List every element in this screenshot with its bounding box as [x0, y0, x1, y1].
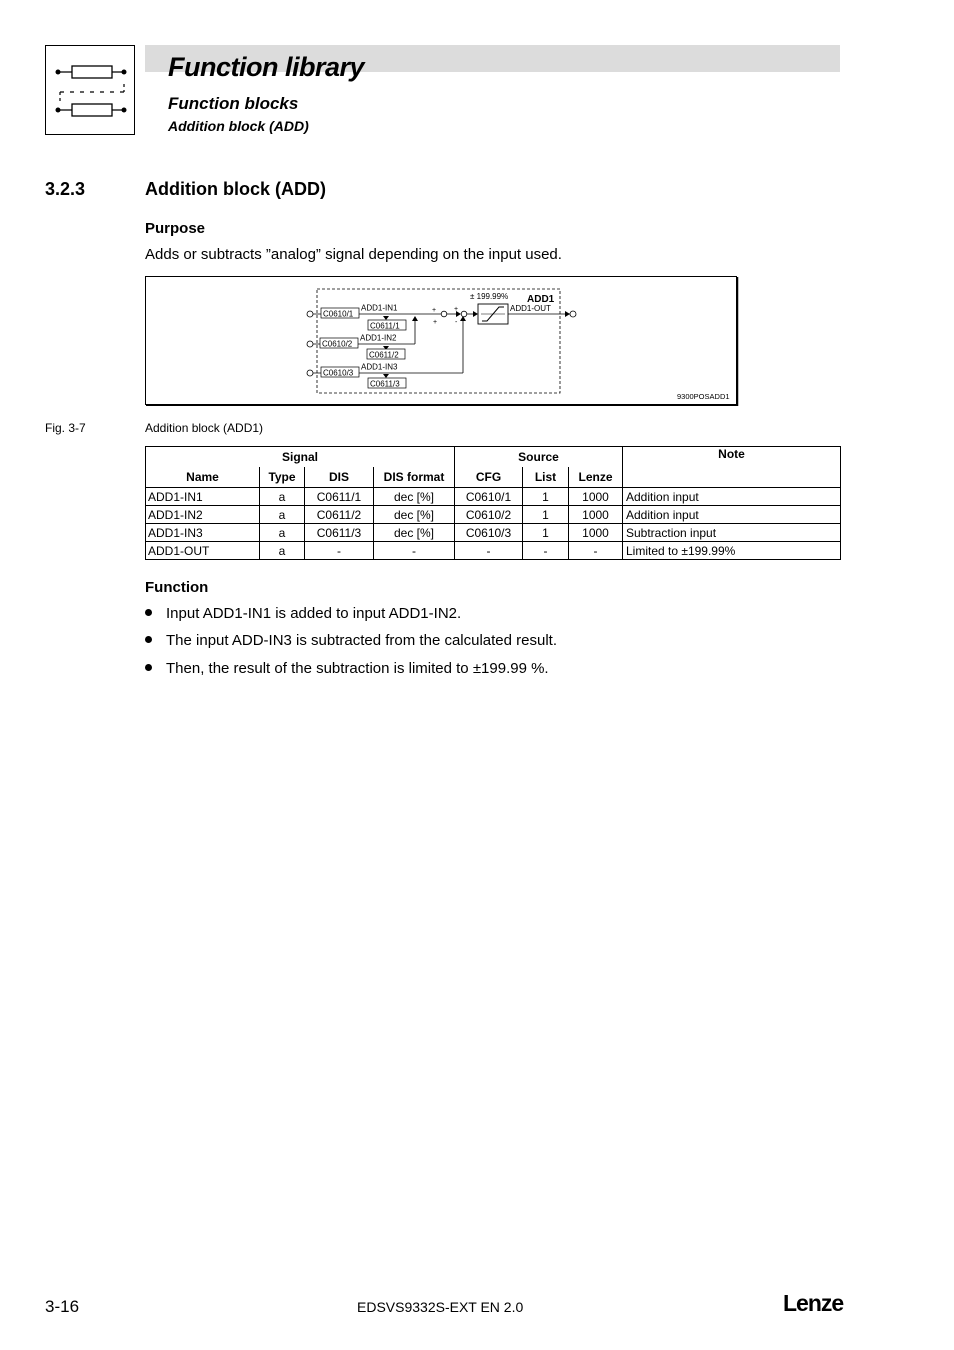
cell-note: Subtraction input [623, 524, 841, 542]
cell-dis: - [305, 542, 374, 560]
limit-label: ± 199.99% [470, 292, 509, 301]
add-block-diagram [145, 276, 739, 406]
input-2-dis: C0611/2 [369, 350, 399, 360]
cell-dis: C0611/1 [305, 488, 374, 506]
sum-node-2-sign-b: - [455, 319, 458, 326]
col-list: List [523, 467, 569, 488]
cell-cfg: C0610/2 [455, 506, 523, 524]
function-heading: Function [145, 579, 209, 596]
cell-dis-format: dec [%] [374, 524, 455, 542]
cell-lenze: 1000 [569, 488, 623, 506]
cell-lenze: - [569, 542, 623, 560]
cell-type: a [260, 506, 305, 524]
page-subtitle: Function blocks [168, 94, 299, 113]
cell-dis: C0611/3 [305, 524, 374, 542]
sum-node-1-sign-a: + [432, 307, 437, 314]
header-note: Note [623, 447, 841, 488]
page-number: 3-16 [45, 1297, 80, 1316]
cell-type: a [260, 542, 305, 560]
input-3-cfg: C0610/3 [323, 368, 354, 378]
page-title: Function library [168, 52, 365, 82]
document-id: EDSVS9332S-EXT EN 2.0 [357, 1299, 524, 1315]
cell-note: Limited to ±199.99% [623, 542, 841, 560]
cell-lenze: 1000 [569, 506, 623, 524]
cell-note: Addition input [623, 488, 841, 506]
cell-name: ADD1-IN1 [146, 488, 260, 506]
input-3-name: ADD1-IN3 [361, 362, 398, 372]
col-dis: DIS [305, 467, 374, 488]
cell-lenze: 1000 [569, 524, 623, 542]
cell-cfg: C0610/3 [455, 524, 523, 542]
input-2-name: ADD1-IN2 [360, 333, 397, 343]
bullet-icon [145, 664, 152, 671]
table-row [146, 524, 841, 542]
cell-list: 1 [523, 506, 569, 524]
signal-table [145, 446, 841, 560]
input-1-name: ADD1-IN1 [361, 303, 398, 313]
page-subsubtitle: Addition block (ADD) [168, 118, 309, 134]
sum-node-1 [441, 311, 447, 317]
cell-name: ADD1-IN2 [146, 506, 260, 524]
col-cfg: CFG [455, 467, 523, 488]
cell-dis-format: dec [%] [374, 506, 455, 524]
input-1-terminal [307, 311, 313, 317]
brand-logo: Lenze [783, 1290, 844, 1316]
purpose-text: Adds or subtracts ”analog” signal depending on the input used. [145, 246, 562, 263]
input-1-cfg: C0610/1 [323, 309, 354, 319]
table-row [146, 506, 841, 524]
function-bullet [145, 632, 557, 649]
sum-node-2-sign-a: + [454, 306, 459, 313]
cell-note: Addition input [623, 506, 841, 524]
function-bullet [145, 605, 461, 622]
section-number: 3.2.3 [45, 179, 86, 199]
table-row [146, 542, 841, 560]
col-dis-format: DIS format [374, 467, 455, 488]
cell-cfg: - [455, 542, 523, 560]
output-label: ADD1-OUT [510, 304, 551, 313]
figure-caption: Addition block (ADD1) [145, 421, 264, 435]
cell-cfg: C0610/1 [455, 488, 523, 506]
input-2-cfg: C0610/2 [322, 339, 353, 349]
block-name: ADD1 [527, 294, 555, 305]
input-1-dis: C0611/1 [370, 321, 400, 331]
cell-dis-format: - [374, 542, 455, 560]
bullet-icon [145, 636, 152, 643]
figure-code: 9300POSADD1 [677, 392, 730, 401]
cell-type: a [260, 488, 305, 506]
cell-name: ADD1-OUT [146, 542, 260, 560]
chapter-icon [45, 45, 135, 135]
cell-name: ADD1-IN3 [146, 524, 260, 542]
cell-dis: C0611/2 [305, 506, 374, 524]
function-bullet [145, 660, 549, 677]
header-signal: Signal [146, 447, 455, 468]
figure-number: Fig. 3-7 [45, 421, 86, 435]
output-terminal [570, 311, 576, 317]
col-name: Name [146, 467, 260, 488]
purpose-heading: Purpose [145, 220, 206, 237]
cell-dis-format: dec [%] [374, 488, 455, 506]
cell-type: a [260, 524, 305, 542]
sum-node-2 [461, 311, 467, 317]
header-source: Source [455, 447, 623, 468]
cell-list: 1 [523, 488, 569, 506]
input-3-terminal [307, 370, 313, 376]
table-row [146, 488, 841, 506]
cell-list: 1 [523, 524, 569, 542]
function-bullet-text: The input ADD-IN3 is subtracted from the calculated result. [166, 632, 558, 649]
sum-node-1-sign-b: + [433, 319, 438, 326]
function-bullet-text: Input ADD1-IN1 is added to input ADD1-IN2. [166, 605, 462, 622]
input-3-dis: C0611/3 [370, 379, 400, 389]
input-2-terminal [307, 341, 313, 347]
cell-list: - [523, 542, 569, 560]
col-type: Type [260, 467, 305, 488]
section-title: Addition block (ADD) [145, 179, 326, 199]
function-bullet-text: Then, the result of the subtraction is limited to ±199.99 %. [166, 660, 549, 677]
col-lenze: Lenze [569, 467, 623, 488]
bullet-icon [145, 609, 152, 616]
